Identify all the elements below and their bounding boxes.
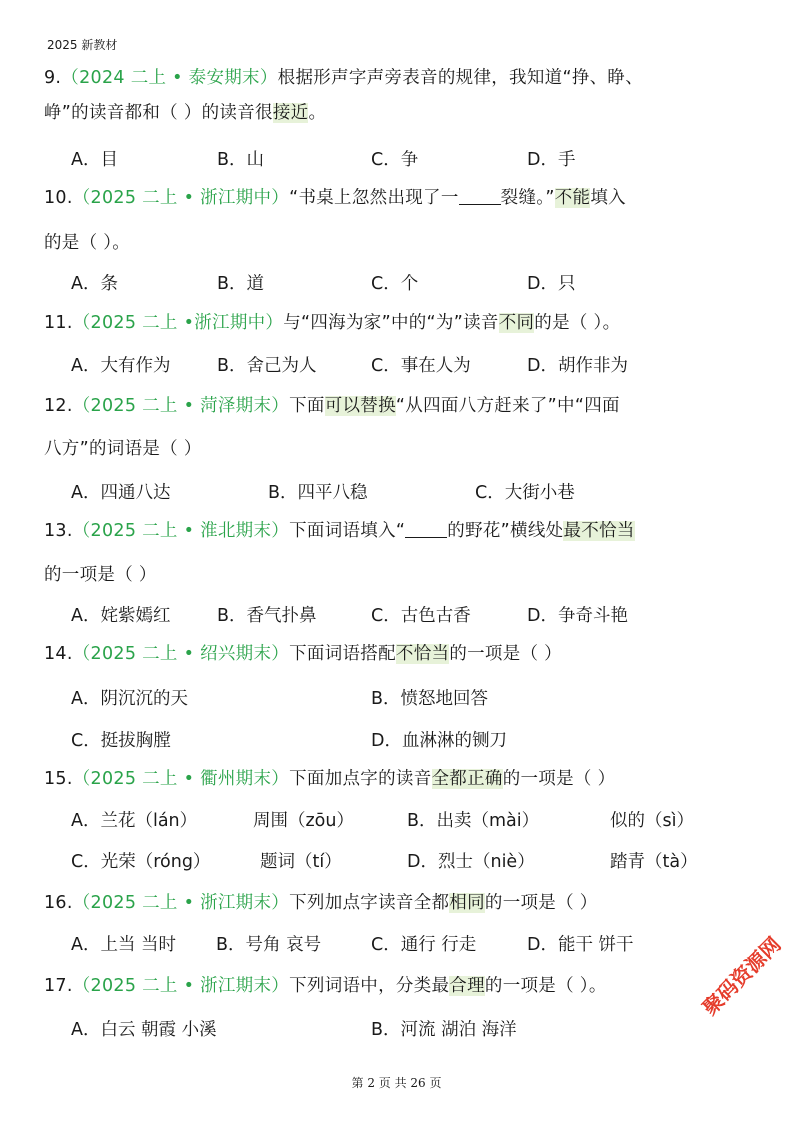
option-b[interactable]: B．香气扑鼻 bbox=[217, 606, 317, 626]
option-c[interactable]: C．争 bbox=[371, 150, 419, 170]
option-d[interactable]: D．烈士（niè） bbox=[407, 852, 535, 872]
key-phrase: 不能 bbox=[554, 188, 591, 208]
question-text: 裂缝。” bbox=[500, 188, 555, 208]
question-13-line1 bbox=[44, 517, 635, 542]
question-10-line1 bbox=[44, 184, 626, 209]
option-a[interactable]: A．兰花（lán） bbox=[71, 811, 198, 831]
option-b[interactable]: B．道 bbox=[217, 274, 265, 294]
question-text: 。 bbox=[308, 103, 327, 123]
question-text: 的一项是（ ） bbox=[502, 769, 616, 789]
question-text: 的是（ ）。 bbox=[534, 313, 621, 333]
question-13-line2: 的一项是（ ） bbox=[44, 565, 157, 585]
question-text: 根据形声字声旁表音的规律，我知道“挣、睁、 bbox=[277, 68, 644, 88]
option-a[interactable]: A．白云 朝霞 小溪 bbox=[71, 1020, 217, 1040]
question-text: 下列加点字读音全都 bbox=[289, 893, 450, 913]
option-b[interactable]: B．四平八稳 bbox=[268, 483, 368, 503]
key-phrase: 不同 bbox=[498, 313, 535, 333]
key-phrase: 最不恰当 bbox=[563, 521, 635, 541]
option-b[interactable]: B．河流 湖泊 海洋 bbox=[371, 1020, 517, 1040]
option-c-second-word: 题词（tí） bbox=[260, 852, 342, 872]
option-a-second-word: 周围（zōu） bbox=[253, 811, 354, 831]
question-text: 下列词语中，分类最 bbox=[289, 976, 450, 996]
option-b[interactable]: B．舍己为人 bbox=[217, 356, 317, 376]
question-source: （2025 二上 • 菏泽期末） bbox=[72, 396, 290, 416]
key-phrase: 不恰当 bbox=[395, 644, 450, 664]
question-12-line2: 八方”的词语是（ ） bbox=[44, 439, 202, 459]
option-b[interactable]: B．号角 哀号 bbox=[216, 935, 322, 955]
question-9-line1 bbox=[44, 64, 643, 89]
question-number: 13. bbox=[44, 521, 73, 541]
question-number: 11. bbox=[44, 313, 73, 333]
question-number: 14. bbox=[44, 644, 73, 664]
option-c[interactable]: C．光荣（róng） bbox=[71, 852, 211, 872]
option-c[interactable]: C．大街小巷 bbox=[475, 483, 575, 503]
question-12-line1 bbox=[44, 392, 620, 417]
page-footer: 第 2 页 共 26 页 bbox=[351, 1076, 442, 1090]
question-number: 15. bbox=[44, 769, 73, 789]
key-phrase: 接近 bbox=[272, 103, 309, 123]
option-d[interactable]: D．手 bbox=[527, 150, 576, 170]
question-text: 下面加点字的读音 bbox=[289, 769, 432, 789]
question-number: 12. bbox=[44, 396, 73, 416]
question-source: （2025 二上 • 衢州期末） bbox=[72, 769, 290, 789]
question-17-line1 bbox=[44, 972, 607, 997]
question-number: 9. bbox=[44, 68, 62, 88]
question-9-line2 bbox=[44, 99, 326, 124]
option-a[interactable]: A．四通八达 bbox=[71, 483, 171, 503]
option-d[interactable]: D．胡作非为 bbox=[527, 356, 628, 376]
option-a[interactable]: A．阴沉沉的天 bbox=[71, 689, 188, 709]
question-text: 填入 bbox=[590, 188, 626, 208]
question-14-line1 bbox=[44, 640, 562, 665]
option-a[interactable]: A．大有作为 bbox=[71, 356, 171, 376]
question-source: （2025 二上 • 浙江期末） bbox=[72, 976, 290, 996]
option-c[interactable]: C．古色古香 bbox=[371, 606, 471, 626]
option-c[interactable]: C．通行 行走 bbox=[371, 935, 477, 955]
question-text: “书桌上忽然出现了一 bbox=[289, 188, 459, 208]
fill-blank[interactable] bbox=[459, 187, 501, 206]
question-source: （2024 二上 • 泰安期末） bbox=[61, 68, 278, 88]
question-10-line2: 的是（ ）。 bbox=[44, 233, 131, 253]
option-d[interactable]: D．争奇斗艳 bbox=[527, 606, 628, 626]
question-number: 17. bbox=[44, 976, 73, 996]
option-a[interactable]: A．上当 当时 bbox=[71, 935, 177, 955]
question-15-line1 bbox=[44, 765, 615, 790]
question-source: （2025 二上 •浙江期中） bbox=[72, 313, 284, 333]
option-b[interactable]: B．出卖（mài） bbox=[407, 811, 540, 831]
option-c[interactable]: C．事在人为 bbox=[371, 356, 471, 376]
option-c[interactable]: C．个 bbox=[371, 274, 419, 294]
question-text: 的一项是（ ） bbox=[484, 893, 598, 913]
option-d[interactable]: D．血淋淋的铡刀 bbox=[371, 731, 507, 751]
key-phrase: 相同 bbox=[449, 893, 485, 913]
question-text: 下面词语搭配 bbox=[289, 644, 396, 664]
watermark: 聚码资源网 bbox=[697, 932, 786, 1020]
question-number: 16. bbox=[44, 893, 73, 913]
fill-blank[interactable] bbox=[405, 520, 447, 539]
key-phrase: 全都正确 bbox=[431, 769, 503, 789]
question-source: （2025 二上 • 绍兴期末） bbox=[72, 644, 290, 664]
option-d[interactable]: D．只 bbox=[527, 274, 576, 294]
option-a[interactable]: A．目 bbox=[71, 150, 118, 170]
option-c[interactable]: C．挺拔胸膛 bbox=[71, 731, 171, 751]
question-text: 的野花”横线处 bbox=[447, 521, 564, 541]
question-text: 下面 bbox=[289, 396, 325, 416]
option-b-second-word: 似的（sì） bbox=[610, 811, 694, 831]
option-d[interactable]: D．能干 饼干 bbox=[527, 935, 634, 955]
option-d-second-word: 踏青（tà） bbox=[610, 852, 698, 872]
key-phrase: 合理 bbox=[449, 976, 485, 996]
question-text: 下面词语填入“ bbox=[289, 521, 406, 541]
question-11-line1 bbox=[44, 309, 620, 334]
option-b[interactable]: B．愤怒地回答 bbox=[371, 689, 489, 709]
question-source: （2025 二上 • 浙江期中） bbox=[72, 188, 290, 208]
key-phrase: 可以替换 bbox=[324, 396, 396, 416]
option-a[interactable]: A．条 bbox=[71, 274, 118, 294]
page-header: 2025 新教材 bbox=[47, 38, 118, 52]
question-text: 与“四海为家”中的“为”读音 bbox=[283, 313, 499, 333]
option-a[interactable]: A．姹紫嫣红 bbox=[71, 606, 171, 626]
question-16-line1 bbox=[44, 889, 598, 914]
question-text: “从四面八方赶来了”中“四面 bbox=[395, 396, 620, 416]
question-text: 峥”的读音都和（ ）的读音很 bbox=[44, 103, 273, 123]
question-text: 的一项是（ ）。 bbox=[484, 976, 607, 996]
option-b[interactable]: B．山 bbox=[217, 150, 265, 170]
question-number: 10. bbox=[44, 188, 73, 208]
question-source: （2025 二上 • 浙江期末） bbox=[72, 893, 290, 913]
question-text: 的一项是（ ） bbox=[449, 644, 562, 664]
question-source: （2025 二上 • 淮北期末） bbox=[72, 521, 290, 541]
